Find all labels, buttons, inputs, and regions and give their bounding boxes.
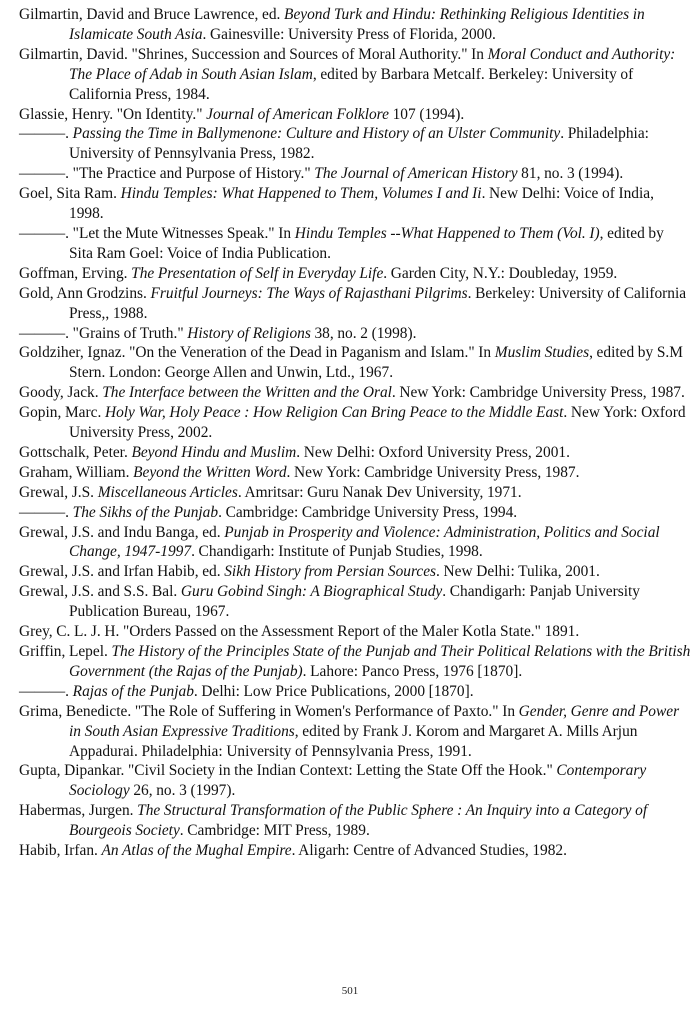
entry-text: Gilmartin, David and Bruce Lawrence, ed. xyxy=(19,6,285,23)
entry-title-italic: An Atlas of the Mughal Empire xyxy=(101,842,292,860)
entry-text: Goody, Jack. xyxy=(19,384,103,402)
bibliography-entry xyxy=(19,443,691,463)
entry-text: Gold, Ann Grodzins. xyxy=(19,284,151,302)
entry-title-italic: Rajas of the Punjab xyxy=(72,682,194,700)
bibliography-entry xyxy=(19,403,691,443)
entry-title-italic: Guru Gobind Singh: A Biographical Study xyxy=(180,583,443,601)
entry-text: ———. xyxy=(19,503,73,521)
bibliography-entry xyxy=(19,284,691,324)
entry-text: Griffin, Lepel. xyxy=(19,643,112,660)
entry-text: . Gainesville: University Press of Florida, 2000. xyxy=(202,25,496,43)
bibliography-entry xyxy=(19,702,691,762)
entry-title-italic: Journal of American Folklore xyxy=(206,105,389,123)
entry-text: Habib, Irfan. xyxy=(19,842,102,860)
entry-text: . New Delhi: Oxford University Press, 2001. xyxy=(296,443,570,461)
entry-text: Gopin, Marc. xyxy=(19,404,105,422)
entry-title-italic: Contemporary Sociology xyxy=(69,762,650,800)
bibliography-entry xyxy=(19,5,691,45)
entry-text: Gilmartin, David. "Shrines, Succession and Sources of Moral Authority." In xyxy=(19,45,488,63)
entry-text: Glassie, Henry. "On Identity." xyxy=(19,105,207,123)
entry-title-italic: Hindu Temples --What Happened to Them (Vol. I) xyxy=(294,224,600,242)
entry-text: , edited by Frank J. Korom and Margaret A. Mills Arjun Appadurai. Philadelphia: University of Pennsylvania Press, 1991. xyxy=(69,722,641,760)
entry-text: . Cambridge: MIT Press, 1989. xyxy=(179,822,370,840)
entry-text: , edited by Barbara Metcalf. Berkeley: University of California Press, 1984. xyxy=(69,65,637,103)
bibliography-entry xyxy=(19,841,691,861)
entry-text: Grewal, J.S. xyxy=(19,483,98,501)
bibliography-entry xyxy=(19,124,691,164)
bibliography-entry xyxy=(19,801,691,841)
entry-title-italic: Miscellaneous Articles xyxy=(97,483,238,501)
entry-title-italic: The Presentation of Self in Everyday Life xyxy=(131,264,384,282)
bibliography-entry xyxy=(19,224,691,264)
entry-title-italic: Punjab in Prosperity and Violence: Administration, Politics and Social Change, 1947-1997 xyxy=(69,523,664,561)
entry-text: . Cambridge: Cambridge University Press, 1994. xyxy=(218,503,518,521)
bibliography-entry xyxy=(19,483,691,503)
entry-text: ———. "Let the Mute Witnesses Speak." In xyxy=(19,224,295,242)
bibliography-entry xyxy=(19,622,691,642)
entry-title-italic: Passing the Time in Ballymenone: Culture and History of an Ulster Community xyxy=(72,125,561,143)
page-number: 501 xyxy=(341,985,359,997)
entry-text: . Berkeley: University of California Press,, 1988. xyxy=(69,284,690,322)
bibliography-entry xyxy=(19,463,691,483)
entry-text: 38, no. 2 (1998). xyxy=(310,324,417,342)
bibliography-entry xyxy=(19,562,691,582)
bibliography-entry xyxy=(19,761,691,801)
entry-text: ———. xyxy=(19,682,73,700)
bibliography-entry xyxy=(19,184,691,224)
entry-text: Goldziher, Ignaz. "On the Veneration of the Dead in Paganism and Islam." In xyxy=(19,344,495,362)
entry-text: Grima, Benedicte. "The Role of Suffering in Women's Performance of Paxto." In xyxy=(19,702,519,720)
entry-title-italic: The History of the Principles State of the Punjab and Their Political Relations with the British Government (the Rajas of the Punjab) xyxy=(69,643,694,680)
entry-text: ———. "The Practice and Purpose of History." xyxy=(19,165,315,183)
entry-text: Grewal, J.S. and Irfan Habib, ed. xyxy=(19,563,225,581)
entry-title-italic: Sikh History from Persian Sources xyxy=(224,563,437,581)
entry-title-italic: Muslim Studies xyxy=(494,344,590,362)
entry-title-italic: History of Religions xyxy=(187,324,311,342)
entry-title-italic: Moral Conduct and Authority: The Place of Adab in South Asian Islam xyxy=(69,45,679,83)
entry-title-italic: The Interface between the Written and the Oral xyxy=(102,384,392,402)
entry-text: , edited by Sita Ram Goel: Voice of India Publication. xyxy=(69,224,668,262)
entry-title-italic: Beyond Hindu and Muslim xyxy=(131,443,297,461)
bibliography-entry xyxy=(19,523,691,563)
entry-text: , edited by S.M Stern. London: George Allen and Unwin, Ltd., 1967. xyxy=(69,344,687,382)
bibliography-entry xyxy=(19,45,691,105)
bibliography-entry xyxy=(19,642,694,682)
entry-text: 26, no. 3 (1997). xyxy=(129,782,236,800)
entry-text: 107 (1994). xyxy=(388,105,465,123)
entry-text: Goel, Sita Ram. xyxy=(19,185,121,203)
entry-title-italic: Holy War, Holy Peace : How Religion Can Bring Peace to the Middle East xyxy=(104,404,564,422)
entry-text: ———. xyxy=(19,125,73,143)
entry-text: Goffman, Erving. xyxy=(19,264,132,282)
entry-text: . Garden City, N.Y.: Doubleday, 1959. xyxy=(383,264,618,282)
entry-text: Grewal, J.S. and S.S. Bal. xyxy=(19,583,181,601)
bibliography-entry xyxy=(19,582,691,622)
entry-text: . New Delhi: Tulika, 2001. xyxy=(436,563,600,581)
entry-title-italic: Fruitful Journeys: The Ways of Rajasthani Pilgrims xyxy=(150,284,468,302)
bibliography-entry xyxy=(19,343,691,383)
entry-text: . New Delhi: Voice of India, 1998. xyxy=(69,185,658,223)
entry-text: . Philadelphia: University of Pennsylvania Press, 1982. xyxy=(69,125,653,163)
entry-text: . New York: Oxford University Press, 2002. xyxy=(69,404,690,442)
entry-text: Gottschalk, Peter. xyxy=(19,443,132,461)
entry-title-italic: Hindu Temples: What Happened to Them, Volumes I and Ii xyxy=(120,185,482,203)
entry-text: Gupta, Dipankar. "Civil Society in the Indian Context: Letting the State Off the Hook." xyxy=(19,762,557,780)
entry-title-italic: The Sikhs of the Punjab xyxy=(72,503,219,521)
entry-text: . New York: Cambridge University Press, 1987. xyxy=(286,463,580,481)
bibliography-entry xyxy=(19,503,691,523)
entry-text: Graham, William. xyxy=(19,463,134,481)
entry-text: Grey, C. L. J. H. "Orders Passed on the Assessment Report of the Maler Kotla State." 1891. xyxy=(19,623,580,641)
entry-text: . Amritsar: Guru Nanak Dev University, 1971. xyxy=(237,483,522,501)
bibliography-entry xyxy=(19,164,691,184)
bibliography-list xyxy=(19,5,694,861)
bibliography-entry xyxy=(19,324,691,344)
entry-text: . Chandigarh: Panjab University Publication Bureau, 1967. xyxy=(69,583,644,621)
bibliography-entry xyxy=(19,105,691,125)
entry-text: 81, no. 3 (1994). xyxy=(517,165,624,183)
entry-text: . Aligarh: Centre of Advanced Studies, 1982. xyxy=(291,842,567,860)
entry-title-italic: Gender, Genre and Power in South Asian Expressive Traditions xyxy=(69,702,683,740)
entry-text: . Chandigarh: Institute of Punjab Studies, 1998. xyxy=(191,543,483,561)
bibliography-entry xyxy=(19,682,691,702)
entry-title-italic: The Structural Transformation of the Public Sphere : An Inquiry into a Category of Bourgeois Society xyxy=(69,802,651,840)
entry-title-italic: The Journal of American History xyxy=(314,165,518,183)
bibliography-entry xyxy=(19,383,691,403)
entry-title-italic: Beyond the Written Word xyxy=(133,463,287,481)
entry-text: ———. "Grains of Truth." xyxy=(19,324,188,342)
entry-text: . Lahore: Panco Press, 1976 [1870]. xyxy=(302,662,523,680)
entry-text: Grewal, J.S. and Indu Banga, ed. xyxy=(19,523,225,541)
entry-title-italic: Beyond Turk and Hindu: Rethinking Religious Identities in Islamicate South Asia xyxy=(69,6,649,43)
entry-text: . Delhi: Low Price Publications, 2000 [1870]. xyxy=(193,682,474,700)
entry-text: Habermas, Jurgen. xyxy=(19,802,138,820)
entry-text: . New York: Cambridge University Press, 1987. xyxy=(391,384,685,402)
bibliography-entry xyxy=(19,264,691,284)
